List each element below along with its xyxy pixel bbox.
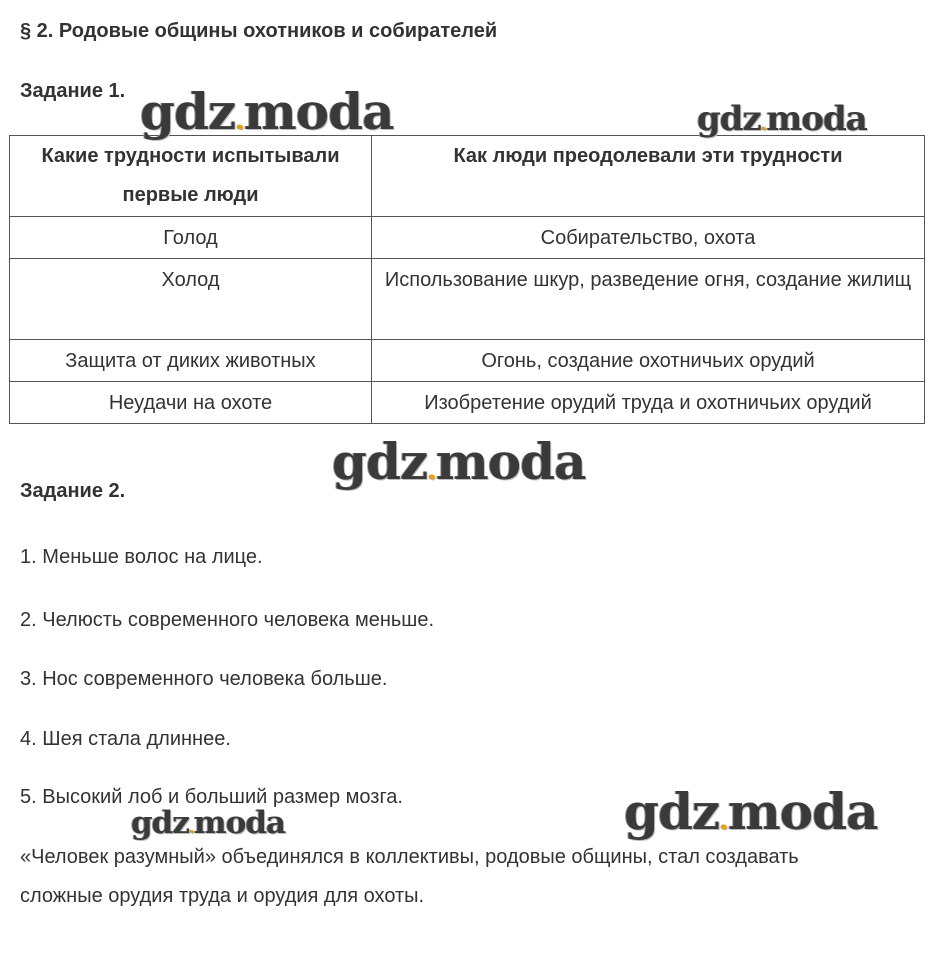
- table-row: [10, 259, 925, 340]
- conclusion-text: «Человек разумный» объединялся в коллективы, родовые общины, стал создавать сложные орудия труда и орудия для охоты.: [20, 846, 799, 907]
- watermark-logo: gdz.moda: [697, 99, 867, 139]
- watermark-logo: gdz.moda: [140, 82, 394, 141]
- list-item: 1. Меньше волос на лице.: [20, 546, 263, 568]
- table-row: [10, 382, 925, 424]
- table-cell-solution: Использование шкур, разведение огня, создание жилищ: [372, 259, 925, 340]
- table-cell-difficulty: Неудачи на охоте: [10, 382, 372, 424]
- task-2-label: Задание 2.: [20, 480, 126, 502]
- difficulties-table: [9, 135, 925, 424]
- watermark-logo: gdz.moda: [332, 432, 586, 491]
- table-cell-solution: Изобретение орудий труда и охотничьих орудий: [372, 382, 925, 424]
- table-row: [10, 217, 925, 259]
- list-item: 4. Шея стала длиннее.: [20, 728, 231, 750]
- list-item: 5. Высокий лоб и больший размер мозга.: [20, 786, 403, 808]
- table-header-solutions: Как люди преодолевали эти трудности: [372, 136, 925, 217]
- task-1-label: Задание 1.: [20, 80, 126, 102]
- table-cell-solution: Огонь, создание охотничьих орудий: [372, 340, 925, 382]
- table-cell-difficulty: Голод: [10, 217, 372, 259]
- watermark-logo: gdz.moda: [624, 782, 878, 841]
- table-cell-difficulty: Защита от диких животных: [10, 340, 372, 382]
- table-header-difficulties: Какие трудности испытывали первые люди: [10, 136, 372, 217]
- table-cell-difficulty: Холод: [10, 259, 372, 340]
- table-header-row: [10, 136, 925, 217]
- list-item: 2. Челюсть современного человека меньше.: [20, 609, 435, 631]
- page-title: § 2. Родовые общины охотников и собирателей: [20, 20, 498, 42]
- table-row: [10, 340, 925, 382]
- watermark-logo: gdz.moda: [131, 805, 286, 841]
- list-item: 3. Нос современного человека больше.: [20, 668, 388, 690]
- table-cell-solution: Собирательство, охота: [372, 217, 925, 259]
